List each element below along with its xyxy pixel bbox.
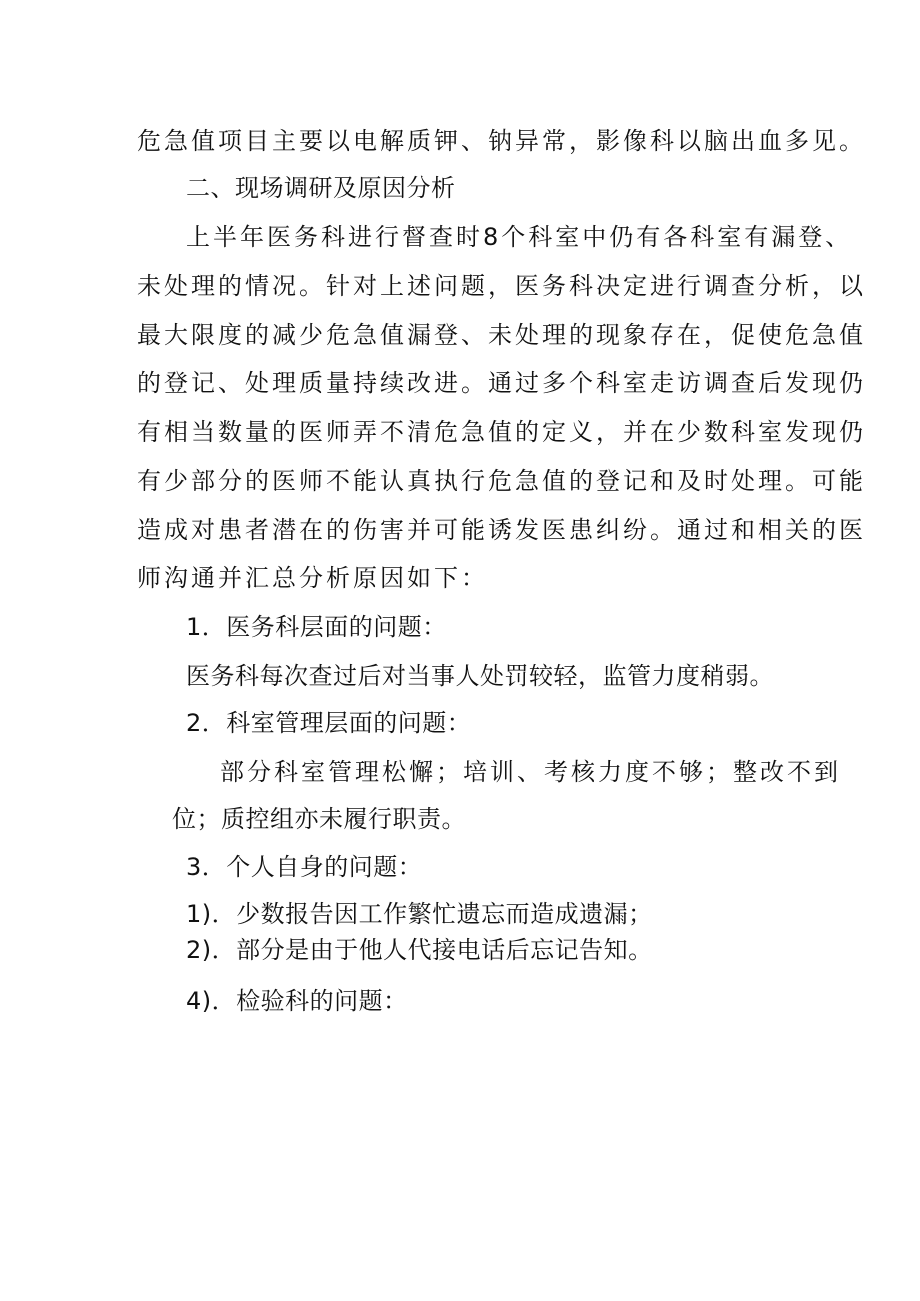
paragraph-line: 危急值项目主要以电解质钾、钠异常，影像科以脑出血多见。 — [137, 127, 866, 155]
paragraph-line: 的登记、处理质量持续改进。通过多个科室走访调查后发现仍 — [137, 369, 866, 397]
list-item: 1)．少数报告因工作繁忙遗忘而造成遗漏； — [186, 900, 653, 928]
paragraph-line: 师沟通并汇总分析原因如下： — [137, 564, 488, 592]
paragraph-line: 有相当数量的医师弄不清危急值的定义，并在少数科室发现仍 — [137, 418, 866, 446]
paragraph-line: 有少部分的医师不能认真执行危急值的登记和及时处理。可能 — [137, 467, 866, 495]
paragraph-line: 上半年医务科进行督查时8个科室中仍有各科室有漏登、 — [186, 223, 853, 251]
paragraph-line: 最大限度的减少危急值漏登、未处理的现象存在，促使危急值 — [137, 321, 866, 349]
list-item: 4)．检验科的问题： — [186, 987, 408, 1015]
paragraph-line: 未处理的情况。针对上述问题，医务科决定进行调查分析，以 — [137, 272, 866, 300]
section-heading: 二、现场调研及原因分析 — [186, 174, 456, 202]
paragraph-line: 部分科室管理松懈；培训、考核力度不够；整改不到 — [220, 758, 841, 786]
subheading: 3．个人自身的问题： — [186, 853, 423, 881]
subheading: 2．科室管理层面的问题： — [186, 709, 472, 737]
paragraph-line: 医务科每次查过后对当事人处罚较轻，监管力度稍弱。 — [186, 662, 774, 690]
paragraph-line: 位；质控组亦未履行职责。 — [172, 805, 466, 833]
paragraph-line: 造成对患者潜在的伤害并可能诱发医患纠纷。通过和相关的医 — [137, 516, 866, 544]
list-item: 2)．部分是由于他人代接电话后忘记告知。 — [186, 936, 653, 964]
subheading: 1．医务科层面的问题： — [186, 613, 447, 641]
